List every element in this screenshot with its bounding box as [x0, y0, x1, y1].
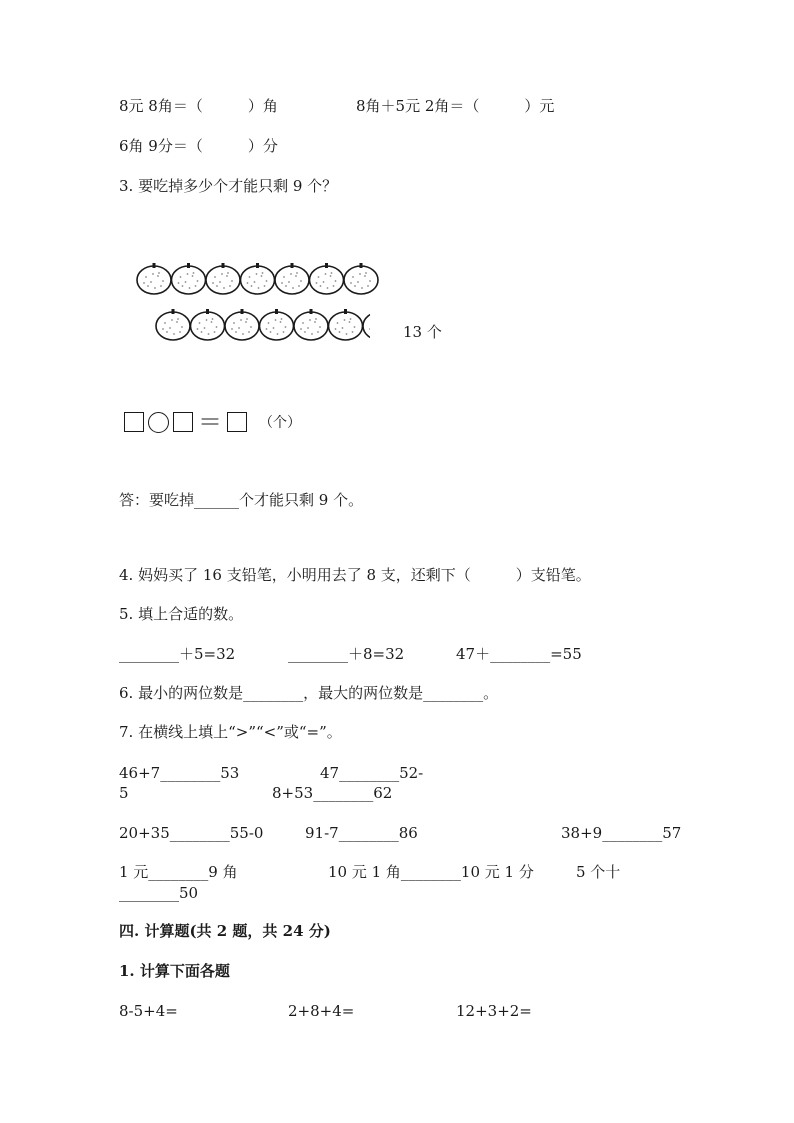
total-count-label: 13 个	[403, 323, 442, 341]
answer-3: 答：要吃掉______个才能只剩 9 个。	[119, 491, 364, 509]
fruit-icon	[344, 263, 378, 294]
compare-item: 46+7________53	[119, 764, 240, 782]
compare-item: 5	[119, 784, 129, 802]
fruit-row-top	[136, 262, 386, 296]
compare-item: 5 个十	[576, 863, 621, 881]
calc-item-1: 8-5+4=	[119, 1002, 178, 1020]
money-conversion-3: 6角 9分＝（ ）分	[119, 137, 278, 155]
fruit-icon	[191, 309, 225, 340]
question-5-title: 5. 填上合适的数。	[119, 605, 244, 623]
fruit-icon	[260, 309, 294, 340]
compare-item: 1 元________9 角	[119, 863, 238, 881]
fruit-icon	[294, 309, 328, 340]
fruit-row-bottom	[155, 308, 370, 342]
compare-item: 10 元 1 角________10 元 1 分	[328, 863, 534, 881]
fruit-icon	[363, 309, 370, 340]
question-6: 6. 最小的两位数是________，最大的两位数是________。	[119, 684, 499, 702]
compare-item: 38+9________57	[561, 824, 682, 842]
money-conversion-1: 8元 8角＝（ ）角	[119, 97, 278, 115]
compare-item: 8+53________62	[272, 784, 393, 802]
blank-square[interactable]	[124, 412, 144, 432]
question-3: 3. 要吃掉多少个才能只剩 9 个？	[119, 177, 338, 195]
compare-item: 47________52-	[320, 764, 424, 782]
section-4-question-1-title: 1. 计算下面各题	[119, 962, 230, 980]
fill-item-3: 47＋________=55	[456, 645, 582, 663]
money-conversion-2: 8角＋5元 2角＝（ ）元	[356, 97, 555, 115]
compare-item: 91-7________86	[305, 824, 418, 842]
unit-label: （个）	[259, 415, 301, 431]
calc-item-2: 2+8+4=	[288, 1002, 355, 1020]
question-4: 4. 妈妈买了 16 支铅笔，小明用去了 8 支，还剩下（ ）支铅笔。	[119, 566, 591, 584]
fill-item-2: ________＋8=32	[288, 645, 405, 663]
fruit-icon	[172, 263, 206, 294]
compare-item: 20+35________55-0	[119, 824, 264, 842]
fruit-icon	[225, 309, 259, 340]
calc-item-3: 12+3+2=	[456, 1002, 532, 1020]
fruit-icon	[206, 263, 240, 294]
fruit-icon	[156, 309, 190, 340]
compare-item: ________50	[119, 884, 199, 902]
fruit-icon	[275, 263, 309, 294]
question-7-title: 7. 在横线上填上“>”“<”或“=”。	[119, 723, 342, 741]
operator-circle[interactable]	[148, 412, 169, 433]
fruit-icon	[241, 263, 275, 294]
result-square[interactable]	[227, 412, 247, 432]
fruit-icon	[329, 309, 363, 340]
fruit-icon	[137, 263, 171, 294]
shape-equation	[124, 410, 301, 434]
fill-item-1: ________＋5=32	[119, 645, 236, 663]
equals-sign: ＝	[198, 408, 222, 436]
section-4-title: 四. 计算题(共 2 题，共 24 分)	[119, 922, 331, 940]
blank-square[interactable]	[173, 412, 193, 432]
fruit-icon	[310, 263, 344, 294]
